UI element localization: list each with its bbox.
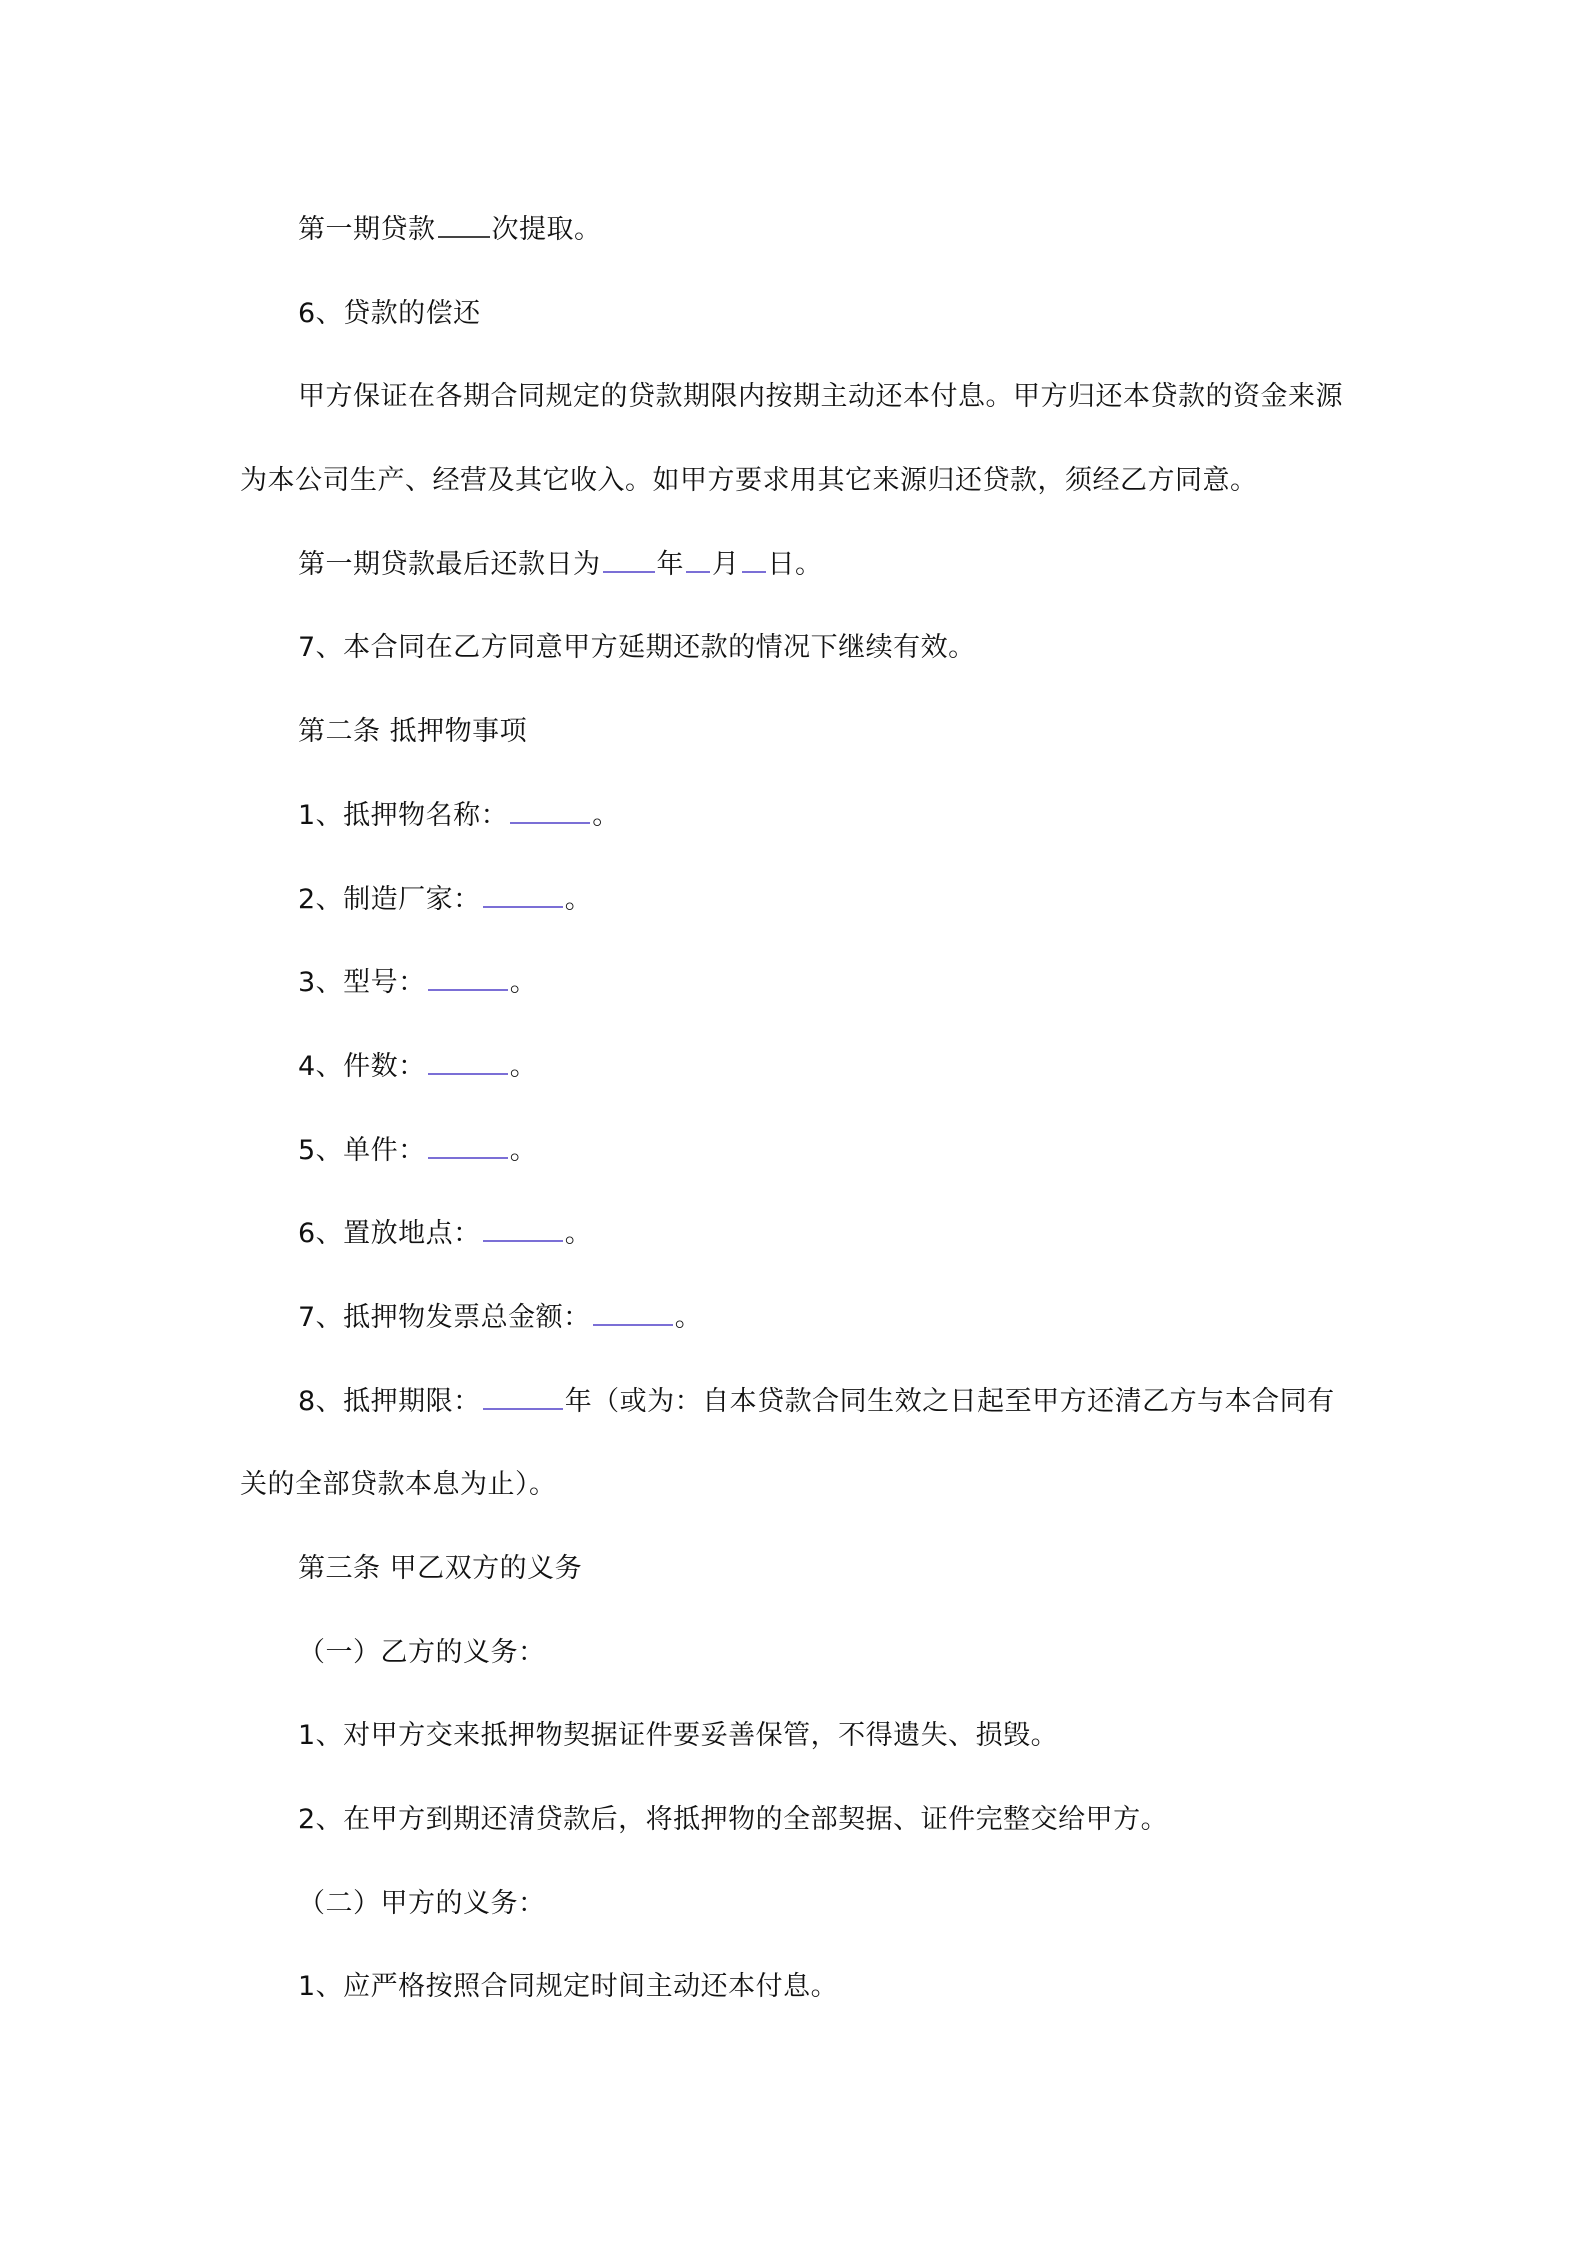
text-segment: 8、抵押期限： (298, 1386, 481, 1417)
text-segment: 。 (674, 1302, 703, 1333)
doc-line-section-7: 7、本合同在乙方同意甲方延期还款的情况下继续有效。 (298, 632, 976, 663)
doc-line-quantity (298, 1047, 1418, 1087)
fill-blank (428, 963, 508, 991)
doc-line-collateral-name (298, 796, 1418, 836)
doc-line-mortgage-term-cont: 关的全部贷款本息为止）。 (240, 1469, 557, 1500)
doc-line-last-repayment-date (298, 545, 1418, 585)
doc-line-section-6: 6、贷款的偿还 (298, 298, 481, 329)
text-segment: 。 (564, 884, 593, 915)
text-segment: 3、型号： (298, 967, 426, 998)
fill-blank (742, 545, 766, 573)
doc-line-party-a-duty-1: 1、应严格按照合同规定时间主动还本付息。 (298, 1971, 839, 2002)
doc-heading-article-3: 第三条 甲乙双方的义务 (298, 1553, 583, 1584)
text-segment: 4、件数： (298, 1051, 426, 1082)
text-segment: 次提取。 (491, 214, 602, 245)
text-segment: 。 (509, 1051, 538, 1082)
doc-subheading-party-b: （一）乙方的义务： (298, 1637, 546, 1668)
text-segment: 1、抵押物名称： (298, 800, 509, 831)
fill-blank (593, 1298, 673, 1326)
text-segment: 。 (564, 1218, 593, 1249)
doc-line-invoice-total (298, 1298, 1418, 1338)
text-segment: 2、制造厂家： (298, 884, 481, 915)
fill-blank (483, 1214, 563, 1242)
doc-line-model (298, 963, 1418, 1003)
doc-subheading-party-a: （二）甲方的义务： (298, 1888, 546, 1919)
text-segment: 。 (509, 967, 538, 998)
doc-line-mortgage-term (298, 1382, 1418, 1422)
fill-blank (483, 880, 563, 908)
fill-blank (428, 1131, 508, 1159)
fill-blank (603, 545, 655, 573)
fill-blank (686, 545, 710, 573)
fill-blank (428, 1047, 508, 1075)
doc-line-location (298, 1214, 1418, 1254)
text-segment: 年（或为：自本贷款合同生效之日起至甲方还清乙方与本合同有 (564, 1386, 1335, 1417)
text-segment: 第一期贷款最后还款日为 (298, 549, 601, 580)
text-segment: 5、单件： (298, 1135, 426, 1166)
fill-blank (510, 796, 590, 824)
text-segment: 第一期贷款 (298, 214, 436, 245)
doc-line-party-b-duty-1: 1、对甲方交来抵押物契据证件要妥善保管，不得遗失、损毁。 (298, 1720, 1059, 1751)
doc-heading-article-2: 第二条 抵押物事项 (298, 716, 528, 747)
doc-line-repayment-1: 甲方保证在各期合同规定的贷款期限内按期主动还本付息。甲方归还本贷款的资金来源 (298, 381, 1343, 412)
doc-line-party-b-duty-2: 2、在甲方到期还清贷款后，将抵押物的全部契据、证件完整交给甲方。 (298, 1804, 1169, 1835)
text-segment: 。 (592, 800, 620, 831)
text-segment: 6、置放地点： (298, 1218, 481, 1249)
doc-line-repayment-2: 为本公司生产、经营及其它收入。如甲方要求用其它来源归还贷款，须经乙方同意。 (240, 465, 1258, 496)
text-segment: 月 (712, 549, 740, 580)
text-segment: 年 (656, 549, 684, 580)
text-segment: 日。 (767, 549, 823, 580)
fill-blank (483, 1382, 563, 1410)
doc-line-first-period-draw (298, 210, 1418, 250)
doc-line-manufacturer (298, 880, 1418, 920)
fill-blank (438, 210, 490, 238)
text-segment: 7、抵押物发票总金额： (298, 1302, 591, 1333)
doc-line-unit (298, 1131, 1418, 1171)
text-segment: 。 (509, 1135, 538, 1166)
